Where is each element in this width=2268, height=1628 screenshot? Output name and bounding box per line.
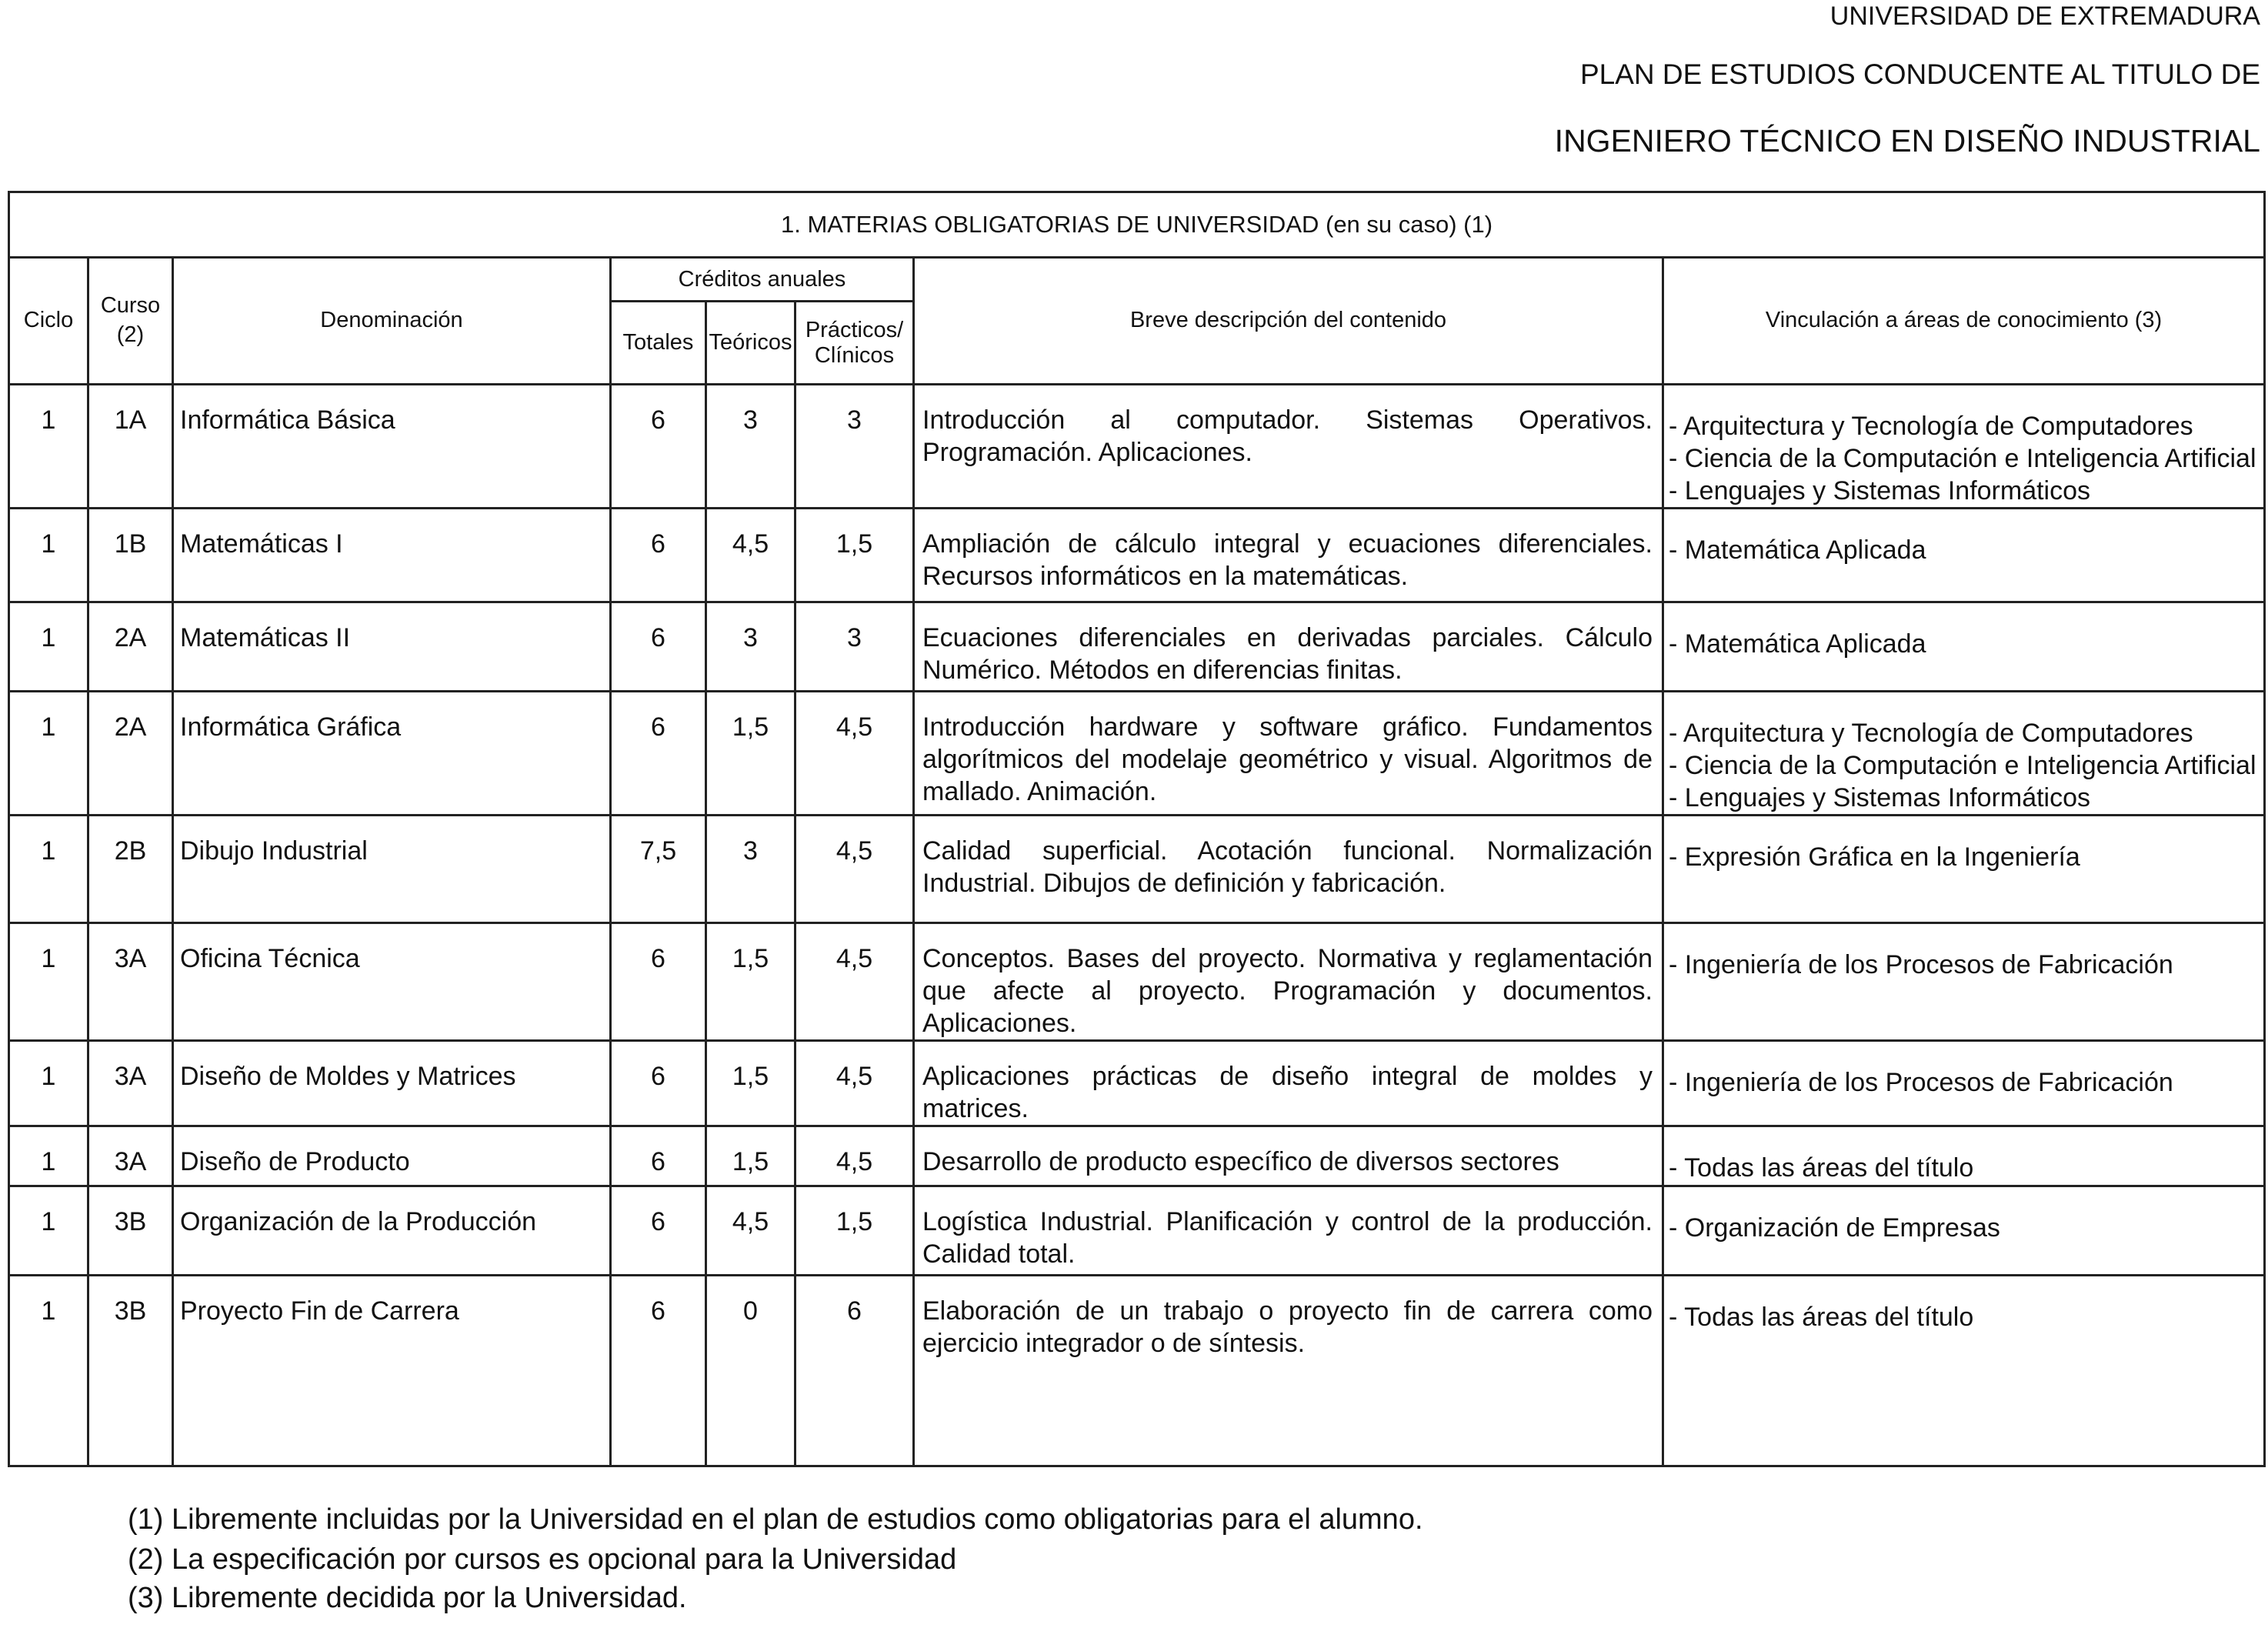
area-item: - Ingeniería de los Procesos de Fabricación: [1669, 1068, 2173, 1097]
curso-cell: 1A: [88, 385, 173, 509]
description-cell: Introducción al computador. Sistemas Operativos. Programación. Aplicaciones.: [914, 385, 1663, 509]
subject-name-cell: Diseño de Moldes y Matrices: [173, 1041, 611, 1126]
table-row: [9, 385, 2265, 509]
col-header-practicos: [795, 302, 914, 385]
table-row: [9, 1041, 2265, 1126]
totales-cell: 6: [611, 692, 706, 816]
description-cell: Aplicaciones prácticas de diseño integral de moldes y matrices.: [914, 1041, 1663, 1126]
totales-cell: 7,5: [611, 816, 706, 923]
subject-name-cell: Matemáticas I: [173, 509, 611, 602]
areas-cell: [1663, 923, 2265, 1041]
area-item: - Ciencia de la Computación e Inteligencia Artificial: [1669, 751, 2256, 780]
ciclo-cell: 1: [9, 602, 88, 692]
ciclo-cell: 1: [9, 692, 88, 816]
practicos-cell: 4,5: [795, 1126, 914, 1186]
teoricos-cell: 3: [706, 816, 795, 923]
col-header-totales: Totales: [611, 302, 706, 385]
description-cell: Elaboración de un trabajo o proyecto fin de carrera como ejercicio integrador o de síntesis.: [914, 1276, 1663, 1466]
areas-cell: [1663, 1276, 2265, 1466]
area-item: - Todas las áreas del título: [1669, 1153, 1974, 1183]
area-item: - Ciencia de la Computación e Inteligencia Artificial: [1669, 444, 2256, 473]
area-item: - Matemática Aplicada: [1669, 535, 1926, 565]
subject-name-cell: Organización de la Producción: [173, 1186, 611, 1276]
col-header-vinculacion: Vinculación a áreas de conocimiento (3): [1663, 258, 2265, 385]
teoricos-cell: 1,5: [706, 1041, 795, 1126]
col-header-denominacion: Denominación: [173, 258, 611, 385]
practicos-cell: 3: [795, 602, 914, 692]
table-row: [9, 1186, 2265, 1276]
curso-cell: 3B: [88, 1276, 173, 1466]
practicos-cell: 1,5: [795, 1186, 914, 1276]
area-item: - Lenguajes y Sistemas Informáticos: [1669, 476, 2091, 505]
curso-cell: 3A: [88, 923, 173, 1041]
col-header-curso: [88, 258, 173, 385]
ciclo-cell: 1: [9, 509, 88, 602]
footnote-2: (2) La especificación por cursos es opcional para la Universidad: [128, 1543, 957, 1576]
curso-cell: 1B: [88, 509, 173, 602]
areas-cell: [1663, 385, 2265, 509]
subject-name-cell: Proyecto Fin de Carrera: [173, 1276, 611, 1466]
table-row: [9, 816, 2265, 923]
practicos-cell: 6: [795, 1276, 914, 1466]
description-cell: Calidad superficial. Acotación funcional. Normalización Industrial. Dibujos de definición y fabricación.: [914, 816, 1663, 923]
areas-cell: [1663, 1186, 2265, 1276]
totales-cell: 6: [611, 509, 706, 602]
ciclo-cell: 1: [9, 1041, 88, 1126]
area-item: - Arquitectura y Tecnología de Computadores: [1669, 719, 2193, 748]
ciclo-cell: 1: [9, 1126, 88, 1186]
areas-cell: [1663, 692, 2265, 816]
table-title: 1. MATERIAS OBLIGATORIAS DE UNIVERSIDAD (en su caso) (1): [9, 192, 2265, 258]
area-item: - Todas las áreas del título: [1669, 1303, 1974, 1332]
teoricos-cell: 4,5: [706, 509, 795, 602]
subject-name-cell: Dibujo Industrial: [173, 816, 611, 923]
practicos-cell: 3: [795, 385, 914, 509]
teoricos-cell: 0: [706, 1276, 795, 1466]
table-row: [9, 509, 2265, 602]
table-row: [9, 1126, 2265, 1186]
totales-cell: 6: [611, 602, 706, 692]
curso-cell: 2B: [88, 816, 173, 923]
col-header-teoricos: Teóricos: [706, 302, 795, 385]
subjects-table: [8, 191, 2266, 1467]
description-cell: Ampliación de cálculo integral y ecuaciones diferenciales. Recursos informáticos en la matemáticas.: [914, 509, 1663, 602]
university-name: UNIVERSIDAD DE EXTREMADURA: [1829, 2, 2260, 31]
subject-name-cell: Oficina Técnica: [173, 923, 611, 1041]
plan-heading: PLAN DE ESTUDIOS CONDUCENTE AL TITULO DE: [1579, 58, 2260, 90]
area-item: - Lenguajes y Sistemas Informáticos: [1669, 783, 2091, 812]
description-cell: Conceptos. Bases del proyecto. Normativa y reglamentación que afecte al proyecto. Programación y documentos. Aplicaciones.: [914, 923, 1663, 1041]
subject-name-cell: Matemáticas II: [173, 602, 611, 692]
totales-cell: 6: [611, 1126, 706, 1186]
col-header-descripcion: Breve descripción del contenido: [914, 258, 1663, 385]
degree-title: INGENIERO TÉCNICO EN DISEÑO INDUSTRIAL: [1554, 123, 2260, 158]
totales-cell: 6: [611, 1276, 706, 1466]
table-row: [9, 602, 2265, 692]
totales-cell: 6: [611, 385, 706, 509]
practicos-cell: 4,5: [795, 816, 914, 923]
ciclo-cell: 1: [9, 385, 88, 509]
description-cell: Ecuaciones diferenciales en derivadas parciales. Cálculo Numérico. Métodos en diferencias finitas.: [914, 602, 1663, 692]
footnote-1: (1) Libremente incluidas por la Universidad en el plan de estudios como obligatorias para el alumno.: [128, 1503, 1423, 1536]
curso-label: Curso: [100, 293, 161, 319]
table-row: [9, 923, 2265, 1041]
curso-cell: 3B: [88, 1186, 173, 1276]
curso-note: (2): [116, 322, 145, 347]
area-item: - Expresión Gráfica en la Ingeniería: [1669, 842, 2080, 872]
table-row: [9, 692, 2265, 816]
practicos-cell: 4,5: [795, 1041, 914, 1126]
areas-cell: [1663, 1041, 2265, 1126]
subject-name-cell: Informática Gráfica: [173, 692, 611, 816]
teoricos-cell: 1,5: [706, 1126, 795, 1186]
ciclo-cell: 1: [9, 816, 88, 923]
subject-name-cell: Informática Básica: [173, 385, 611, 509]
areas-cell: [1663, 1126, 2265, 1186]
subject-name-cell: Diseño de Producto: [173, 1126, 611, 1186]
teoricos-cell: 4,5: [706, 1186, 795, 1276]
description-cell: Introducción hardware y software gráfico. Fundamentos algorítmicos del modelaje geométrico y visual. Algoritmos de mallado. Animación.: [914, 692, 1663, 816]
area-item: - Matemática Aplicada: [1669, 629, 1926, 659]
practicos-cell: 4,5: [795, 923, 914, 1041]
ciclo-cell: 1: [9, 1186, 88, 1276]
areas-cell: [1663, 602, 2265, 692]
teoricos-cell: 1,5: [706, 692, 795, 816]
area-item: - Ingeniería de los Procesos de Fabricación: [1669, 950, 2173, 979]
teoricos-cell: 1,5: [706, 923, 795, 1041]
description-cell: Logística Industrial. Planificación y control de la producción. Calidad total.: [914, 1186, 1663, 1276]
ciclo-cell: 1: [9, 923, 88, 1041]
footnote-3: (3) Libremente decidida por la Universidad.: [128, 1582, 687, 1614]
col-header-creditos: Créditos anuales: [611, 258, 914, 302]
ciclo-cell: 1: [9, 1276, 88, 1466]
curso-cell: 2A: [88, 602, 173, 692]
totales-cell: 6: [611, 1186, 706, 1276]
area-item: - Organización de Empresas: [1669, 1213, 2000, 1243]
practicos-label: Prácticos/: [805, 317, 904, 342]
col-header-ciclo: Ciclo: [9, 258, 88, 385]
description-cell: Desarrollo de producto específico de diversos sectores: [914, 1126, 1663, 1186]
subjects-body: [9, 385, 2265, 1466]
curso-cell: 3A: [88, 1041, 173, 1126]
teoricos-cell: 3: [706, 602, 795, 692]
curso-cell: 3A: [88, 1126, 173, 1186]
teoricos-cell: 3: [706, 385, 795, 509]
area-item: - Arquitectura y Tecnología de Computadores: [1669, 412, 2193, 441]
totales-cell: 6: [611, 1041, 706, 1126]
areas-cell: [1663, 509, 2265, 602]
table-row: [9, 1276, 2265, 1466]
practicos-cell: 4,5: [795, 692, 914, 816]
areas-cell: [1663, 816, 2265, 923]
curso-cell: 2A: [88, 692, 173, 816]
clinicos-label: Clínicos: [814, 342, 895, 368]
practicos-cell: 1,5: [795, 509, 914, 602]
totales-cell: 6: [611, 923, 706, 1041]
